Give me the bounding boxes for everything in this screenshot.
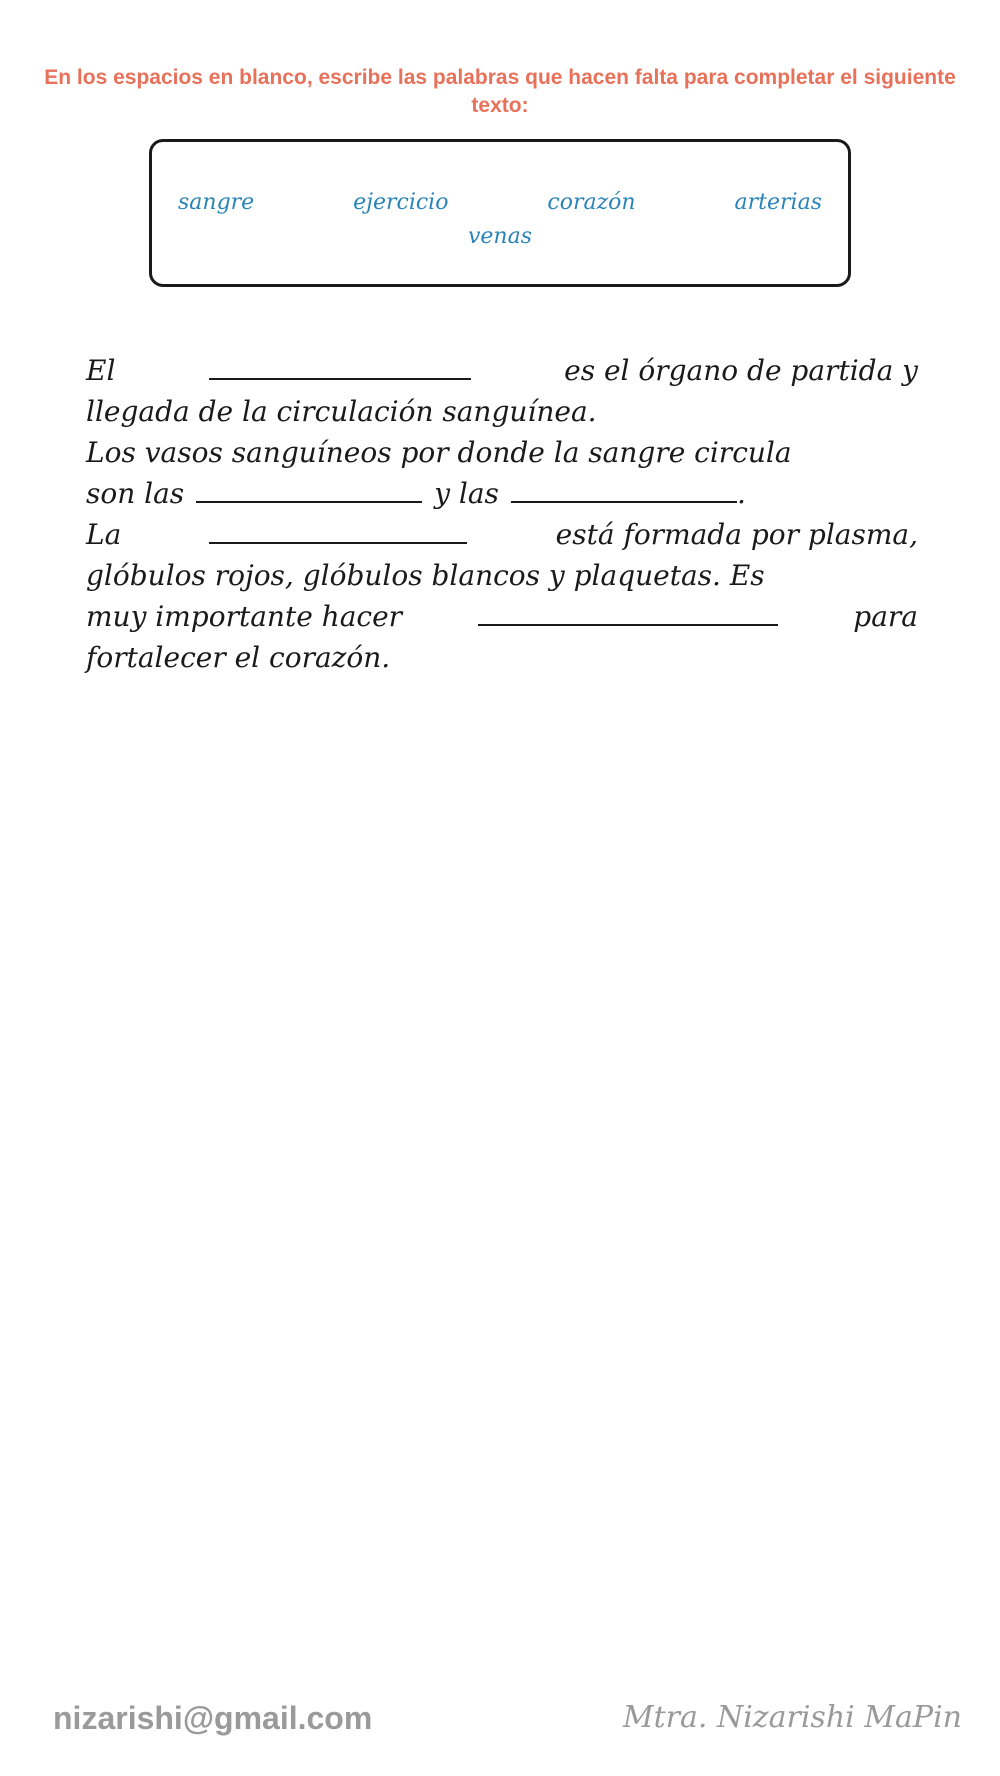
passage-text: glóbulos rojos, glóbulos blancos y plaquetas. Es (86, 559, 765, 592)
word-bank-word-ejercicio: ejercicio (353, 190, 449, 215)
passage-text: son las (86, 477, 185, 510)
fill-in-passage (86, 350, 918, 678)
passage-line (86, 596, 918, 637)
passage-text: es el órgano de partida y (564, 354, 918, 387)
passage-text: llegada de la circulación sanguínea. (86, 395, 597, 428)
passage-text: para (853, 600, 918, 633)
word-bank-word-sangre: sangre (178, 190, 255, 215)
passage-text: está formada por plasma, (555, 518, 918, 551)
blank-1[interactable] (209, 350, 471, 380)
passage-text: Los vasos sanguíneos por donde la sangre circula (86, 436, 792, 469)
passage-line (86, 350, 918, 391)
instruction-text: En los espacios en blanco, escribe las palabras que hacen falta para completar el siguiente texto: (44, 66, 956, 117)
blank-3[interactable] (511, 473, 737, 503)
blank-5[interactable] (478, 596, 778, 626)
word-bank-row (152, 224, 848, 249)
word-bank-box (149, 139, 851, 287)
passage-text: El (86, 354, 116, 387)
word-bank-row (152, 190, 848, 215)
passage-line (86, 514, 918, 555)
blank-4[interactable] (209, 514, 467, 544)
passage-line (86, 637, 918, 678)
passage-text: y las (434, 477, 499, 510)
passage-line (86, 432, 918, 473)
word-bank-word-corazon: corazón (547, 190, 636, 215)
footer-signature: Mtra. Nizarishi MaPin (622, 1700, 962, 1735)
passage-line (86, 473, 918, 514)
passage-text: La (86, 518, 122, 551)
word-bank-word-arterias: arterias (734, 190, 822, 215)
blank-2[interactable] (196, 473, 422, 503)
passage-line (86, 391, 918, 432)
passage-text: . (736, 477, 746, 510)
passage-text: muy importante hacer (86, 600, 403, 633)
word-bank-word-venas: venas (467, 224, 533, 249)
passage-text: fortalecer el corazón. (86, 641, 391, 674)
passage-line (86, 555, 918, 596)
footer-email: nizarishi@gmail.com (53, 1700, 373, 1736)
